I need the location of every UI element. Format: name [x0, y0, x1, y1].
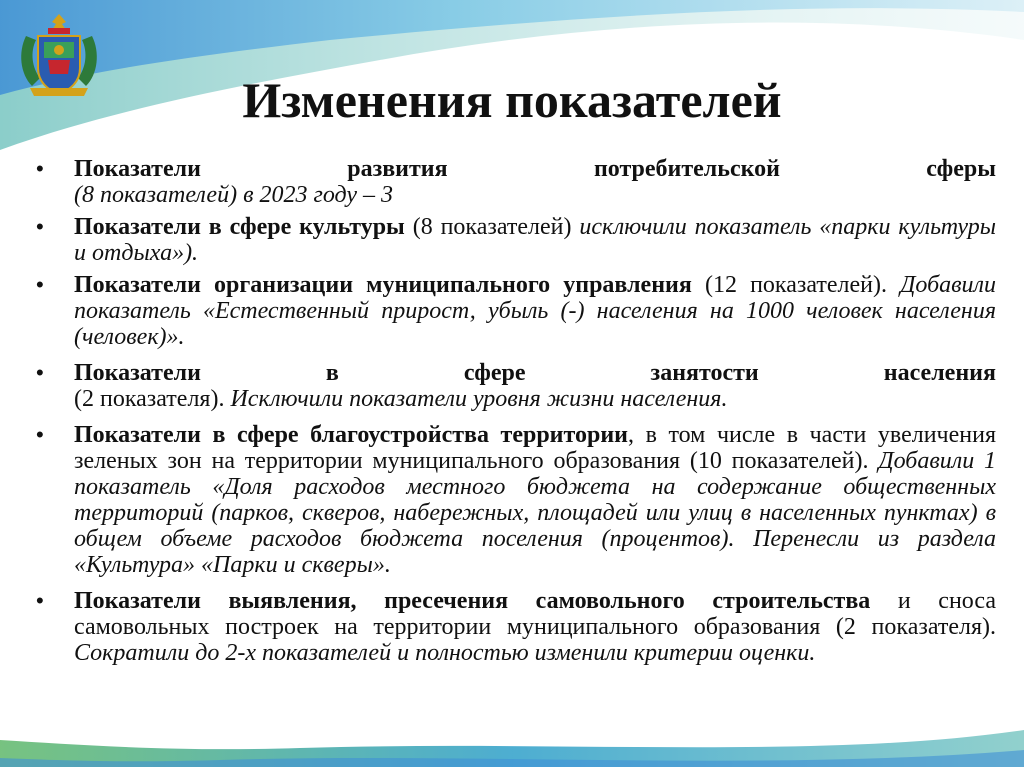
item-count: и сноса самовольных построек на территории муниципального образования (2 показателя).: [74, 588, 996, 640]
list-item: [36, 272, 996, 350]
item-heading-word: занятости: [650, 360, 759, 386]
item-heading-word: сферы: [926, 156, 996, 182]
item-change-note: Сократили до 2-х показателей и полностью изменили критерии оценки.: [74, 640, 816, 666]
bullet-icon: •: [36, 360, 44, 385]
bullet-icon: •: [36, 588, 44, 613]
item-count: , в том числе в части увеличения зеленых зон на территории муниципального образования (10 показателей).: [74, 422, 996, 474]
item-heading-word: Показатели: [74, 156, 201, 182]
item-heading-word: потребительской: [593, 156, 780, 182]
item-heading: Показатели выявления, пресечения самовольного строительства: [74, 588, 871, 614]
item-heading-line: [74, 360, 996, 386]
bullet-icon: •: [36, 422, 44, 447]
item-heading-word: Показатели: [74, 360, 201, 386]
item-heading-word: в: [325, 360, 339, 386]
item-change-note: Добавили показатель «Естественный прирост, убыль (-) населения на 1000 человек населения (человек)».: [74, 272, 997, 350]
list-item: [36, 360, 996, 412]
list-item: [36, 214, 996, 266]
slide-title: Изменения показателей: [242, 72, 782, 128]
item-heading-word: развития: [347, 156, 448, 182]
list-item: [36, 156, 996, 208]
indicator-list: [36, 156, 996, 676]
bullet-icon: •: [36, 272, 44, 297]
item-heading-line: [74, 156, 996, 182]
item-count: (8 показателей): [404, 214, 580, 240]
item-heading: Показатели в сфере культуры: [74, 214, 405, 240]
item-heading: Показатели в сфере благоустройства территории: [74, 422, 628, 448]
list-item: [36, 588, 996, 666]
item-change-note: исключили показатель «парки культуры и отдыха»).: [74, 214, 997, 266]
item-heading: Показатели организации муниципального управления: [74, 272, 692, 298]
bullet-icon: •: [36, 156, 44, 181]
item-count: (12 показателей).: [691, 272, 901, 298]
item-heading-word: сфере: [463, 360, 526, 386]
item-change-note: Добавили 1 показатель «Доля расходов местного бюджета на содержание общественных территорий (парков, скверов, набережных, площадей или улиц в населенных пунктах) в общем объеме расходов бюджета поселения (процентов). Перенесли из раздела «Культура» «Парки и скверы».: [74, 448, 997, 578]
item-description: (2 показателя). Исключили показатели уровня жизни населения.: [74, 386, 728, 412]
list-item: [36, 422, 996, 578]
bullet-icon: •: [36, 214, 44, 239]
item-heading-word: населения: [883, 360, 996, 386]
item-description: (8 показателей) в 2023 году – 3: [74, 182, 394, 208]
